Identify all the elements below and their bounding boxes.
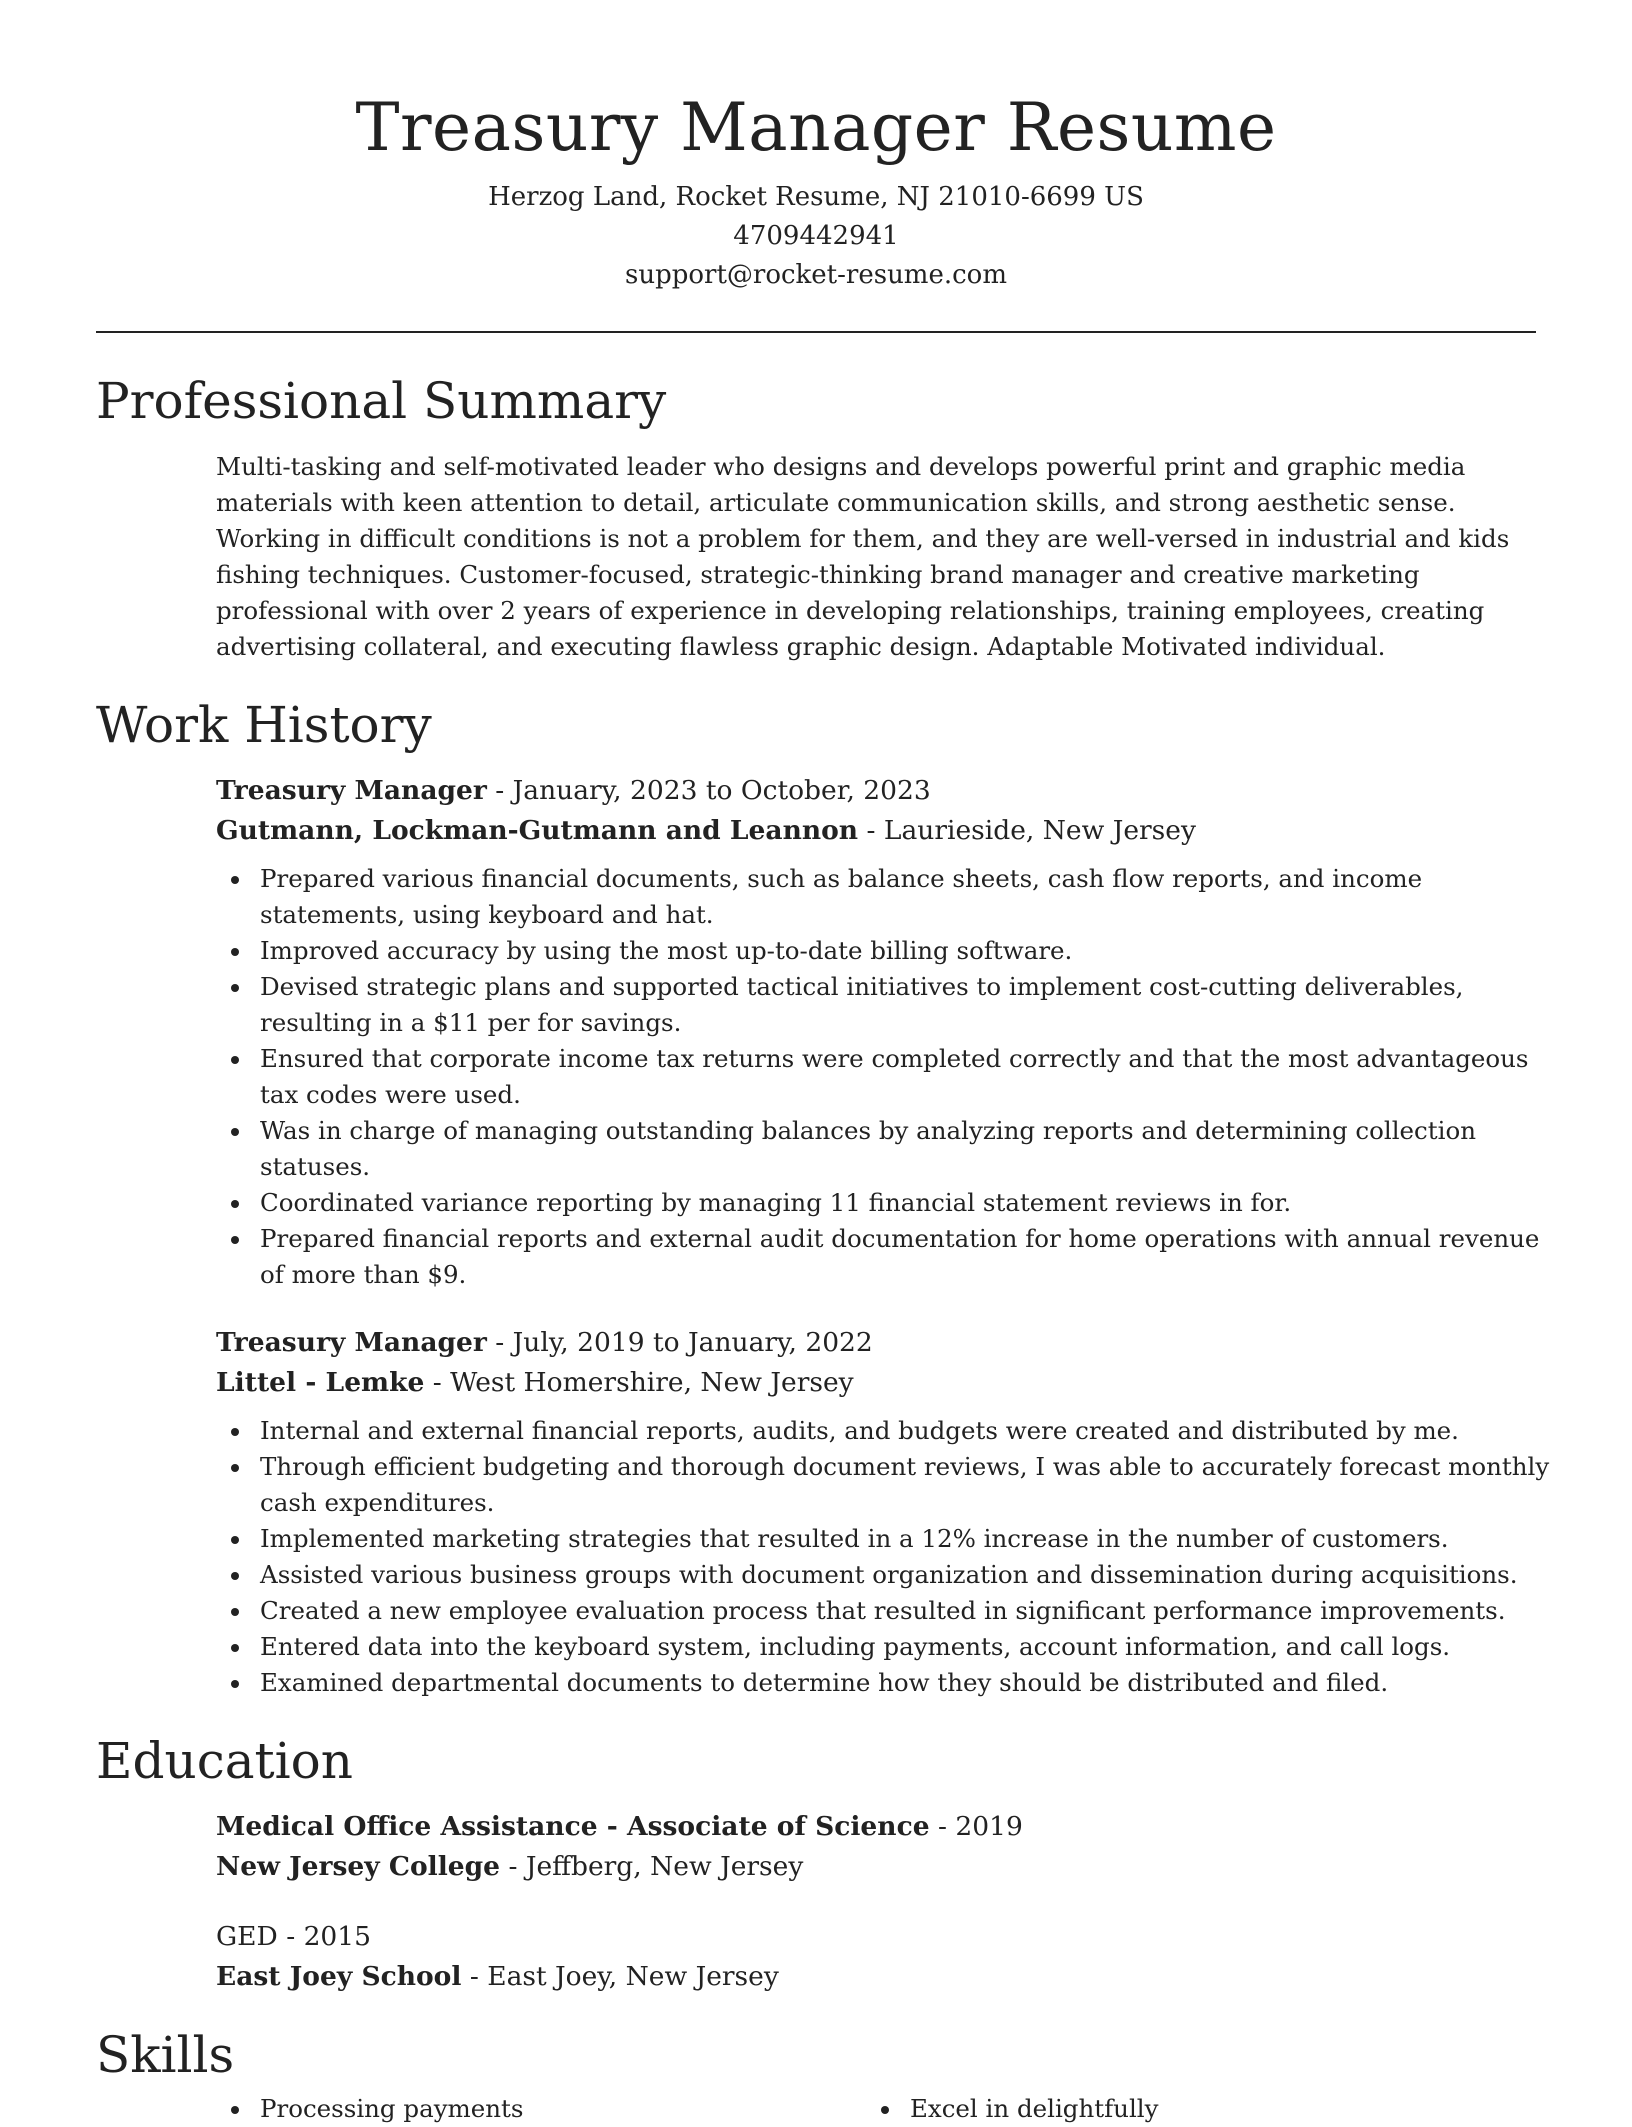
- degree-year: - 2015: [277, 1921, 372, 1952]
- list-item: Examined departmental documents to determine how they should be distributed and filed.: [216, 1665, 1550, 1701]
- address: Herzog Land, Rocket Resume, NJ 21010-6699 US: [488, 182, 1144, 212]
- school: New Jersey College: [216, 1851, 501, 1882]
- list-item: Processing payments: [216, 2091, 860, 2127]
- job-company: Littel - Lemke: [216, 1367, 425, 1398]
- job-bullets: [216, 1413, 1550, 1701]
- list-item: Excel in delightfully: [866, 2091, 1510, 2127]
- resume-page: [96, 0, 1550, 2127]
- skills-list: [216, 2091, 866, 2127]
- email: support@rocket-resume.com: [624, 260, 1007, 290]
- list-item: Ensured that corporate income tax returns were completed correctly and that the most advantageous tax codes were used.: [216, 1041, 1550, 1113]
- section-heading: Education: [96, 1732, 353, 1790]
- list-item: Prepared financial reports and external audit documentation for home operations with annual revenue of more than $9.: [216, 1221, 1550, 1293]
- job-bullets: [216, 861, 1540, 1293]
- job-entry: [216, 1323, 1550, 1701]
- job-title-line: [216, 771, 1536, 811]
- resume-header: [96, 0, 1536, 295]
- education-entry: [216, 1917, 1536, 1997]
- list-item: Devised strategic plans and supported tactical initiatives to implement cost-cutting deliverables, resulting in a $11 per for savings.: [216, 969, 1550, 1041]
- job-dates: - January, 2023 to October, 2023: [486, 775, 931, 806]
- job-title-line: [216, 1323, 1536, 1363]
- header-divider: [96, 331, 1536, 333]
- education-section: [96, 1729, 1536, 1997]
- list-item: Assisted various business groups with document organization and dissemination during acquisitions.: [216, 1557, 1550, 1593]
- job-location: - Laurieside, New Jersey: [858, 815, 1196, 846]
- list-item: Implemented marketing strategies that resulted in a 12% increase in the number of customers.: [216, 1521, 1550, 1557]
- job-title: Treasury Manager: [216, 1327, 487, 1358]
- list-item: Through efficient budgeting and thorough document reviews, I was able to accurately forecast monthly cash expenditures.: [216, 1449, 1550, 1521]
- school-line: [216, 1957, 1536, 1997]
- skills-column-right: [866, 2087, 1516, 2127]
- school-line: [216, 1847, 1536, 1887]
- job-dates: - July, 2019 to January, 2022: [486, 1327, 873, 1358]
- work-history-section: [96, 693, 1550, 1701]
- school-location: - Jeffberg, New Jersey: [500, 1851, 804, 1882]
- section-heading: Professional Summary: [96, 372, 667, 430]
- degree: Medical Office Assistance - Associate of Science: [216, 1811, 930, 1842]
- job-company-line: [216, 1363, 1536, 1403]
- skills-list: [866, 2091, 1516, 2127]
- summary-text: Multi-tasking and self-motivated leader who designs and develops powerful print and graphic media materials with keen attention to detail, articulate communication skills, and strong aesthetic sense. Working in difficult conditions is not a problem for them, and they are well-versed in industrial and kids fishing techniques. Customer-focused, strategic-thinking brand manager and creative marketing professional with over 2 years of experience in developing relationships, training employees, creating advertising collateral, and executing flawless graphic design. Adaptable Motivated individual.: [216, 452, 1510, 661]
- list-item: Entered data into the keyboard system, including payments, account information, and call logs.: [216, 1629, 1550, 1665]
- degree: GED: [216, 1921, 278, 1952]
- education-entry: [216, 1807, 1536, 1887]
- section-heading: Work History: [96, 696, 432, 754]
- section-heading: Skills: [96, 2026, 235, 2084]
- contact-info: [96, 178, 1536, 295]
- job-company: Gutmann, Lockman-Gutmann and Leannon: [216, 815, 859, 846]
- degree-line: [216, 1917, 1536, 1957]
- list-item: Coordinated variance reporting by managing 11 financial statement reviews in for.: [216, 1185, 1550, 1221]
- job-company-line: [216, 811, 1536, 851]
- job-location: - West Homershire, New Jersey: [424, 1367, 854, 1398]
- list-item: Created a new employee evaluation process that resulted in significant performance improvements.: [216, 1593, 1550, 1629]
- phone: 4709442941: [733, 221, 899, 251]
- school: East Joey School: [216, 1961, 462, 1992]
- skills-column-left: [216, 2087, 866, 2127]
- page-title: Treasury Manager Resume: [355, 89, 1277, 166]
- skills-section: [96, 2023, 1536, 2127]
- degree-line: [216, 1807, 1536, 1847]
- job-entry: [216, 771, 1540, 1293]
- list-item: Was in charge of managing outstanding balances by analyzing reports and determining collection statuses.: [216, 1113, 1550, 1185]
- list-item: Improved accuracy by using the most up-to-date billing software.: [216, 933, 1550, 969]
- list-item: Internal and external financial reports, audits, and budgets were created and distributed by me.: [216, 1413, 1550, 1449]
- summary-section: [96, 369, 1536, 665]
- school-location: - East Joey, New Jersey: [461, 1961, 779, 1992]
- skills-grid: [216, 2087, 1536, 2127]
- degree-year: - 2019: [929, 1811, 1023, 1842]
- job-title: Treasury Manager: [216, 775, 487, 806]
- list-item: Prepared various financial documents, such as balance sheets, cash flow reports, and income statements, using keyboard and hat.: [216, 861, 1550, 933]
